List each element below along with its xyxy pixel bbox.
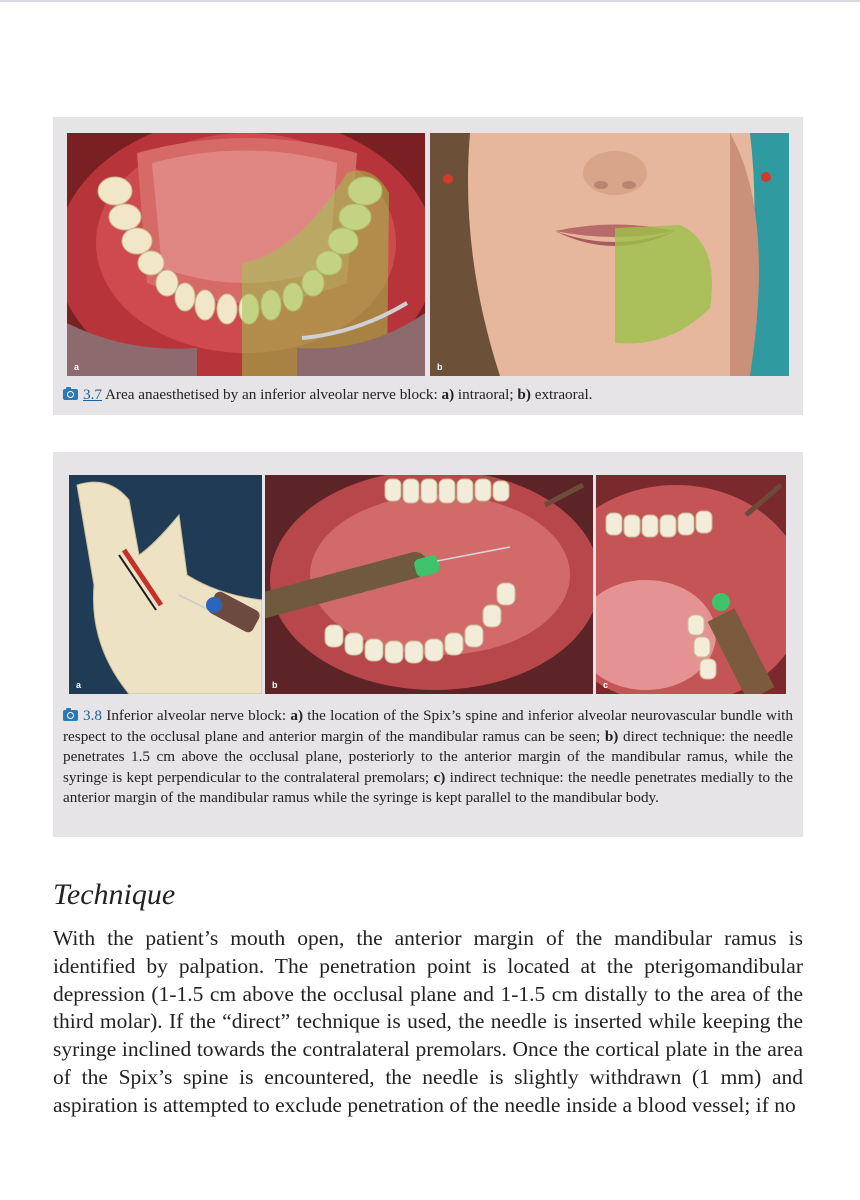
section-paragraph: With the patient’s mouth open, the anterior margin of the mandibular ramus is identified by palpation. The penetration point is located at the pterigomandibular depression (1-1.5 cm above the occlusal plane and 1-1.5 cm distally to the area of the third molar). If the “direct” technique is used, the needle is inserted while keeping the syringe inclined towards the contralateral premolars. Once the cortical plate in the area of the Spix’s spine is encountered, the needle is slightly withdrawn (1 mm) and aspiration is attempted to exclude penetration of the needle inside a blood vessel; if no [53,926,803,1117]
part-label-a: a) [441,386,455,403]
intraoral-mouth-illustration [67,133,425,376]
figure-3-7 [53,117,803,415]
figure-number[interactable]: 3.8 [83,707,102,724]
photo-mandible-model [69,475,262,694]
photo-direct-technique [265,475,593,694]
figure-3-8-caption [63,706,793,809]
camera-icon [63,389,78,400]
indirect-technique-illustration [596,475,786,694]
panel-label-b: b [272,680,278,690]
photo-indirect-technique [596,475,786,694]
top-rule [0,0,860,2]
mandible-model-illustration [69,475,262,694]
figure-3-7-caption [63,385,793,406]
photo-intraoral-view [67,133,425,376]
camera-icon [63,710,78,721]
panel-label-b: b [437,362,443,372]
figure-3-8 [53,452,803,837]
part-text-a: the location of the Spix’s spine and inferior alveolar neurovascular bundle with respect to the occlusal plane and anterior margin of the mandibular ramus can be seen; [63,707,793,745]
part-label-c: c) [433,768,446,786]
caption-lead: Area anaesthetised by an inferior alveolar nerve block: [104,386,438,403]
part-text-c: indirect technique: the needle penetrates medially to the anterior margin of the mandibular ramus while the syringe is kept parallel to the mandibular body. [63,768,793,807]
direct-technique-illustration [265,475,593,694]
panel-label-c: c [603,680,609,690]
part-label-b: b) [604,727,619,745]
part-label-a: a) [290,707,304,724]
part-text-b: extraoral. [534,386,593,403]
part-text-b: direct technique: the needle penetrates 1.5 cm above the occlusal plane, posteriorly to the anterior margin of the mandibular ramus, while the syringe is kept perpendicular to the contralateral premolars; [63,727,793,786]
part-label-b: b) [517,386,531,403]
section-heading: Technique [53,878,176,911]
part-text-a: intraoral; [457,386,514,403]
panel-label-a: a [74,362,80,372]
extraoral-face-illustration [430,133,789,376]
panel-label-a: a [76,680,82,690]
caption-lead: Inferior alveolar nerve block: [106,707,287,724]
figure-number-link[interactable]: 3.7 [83,386,102,403]
photo-extraoral-view [430,133,789,376]
